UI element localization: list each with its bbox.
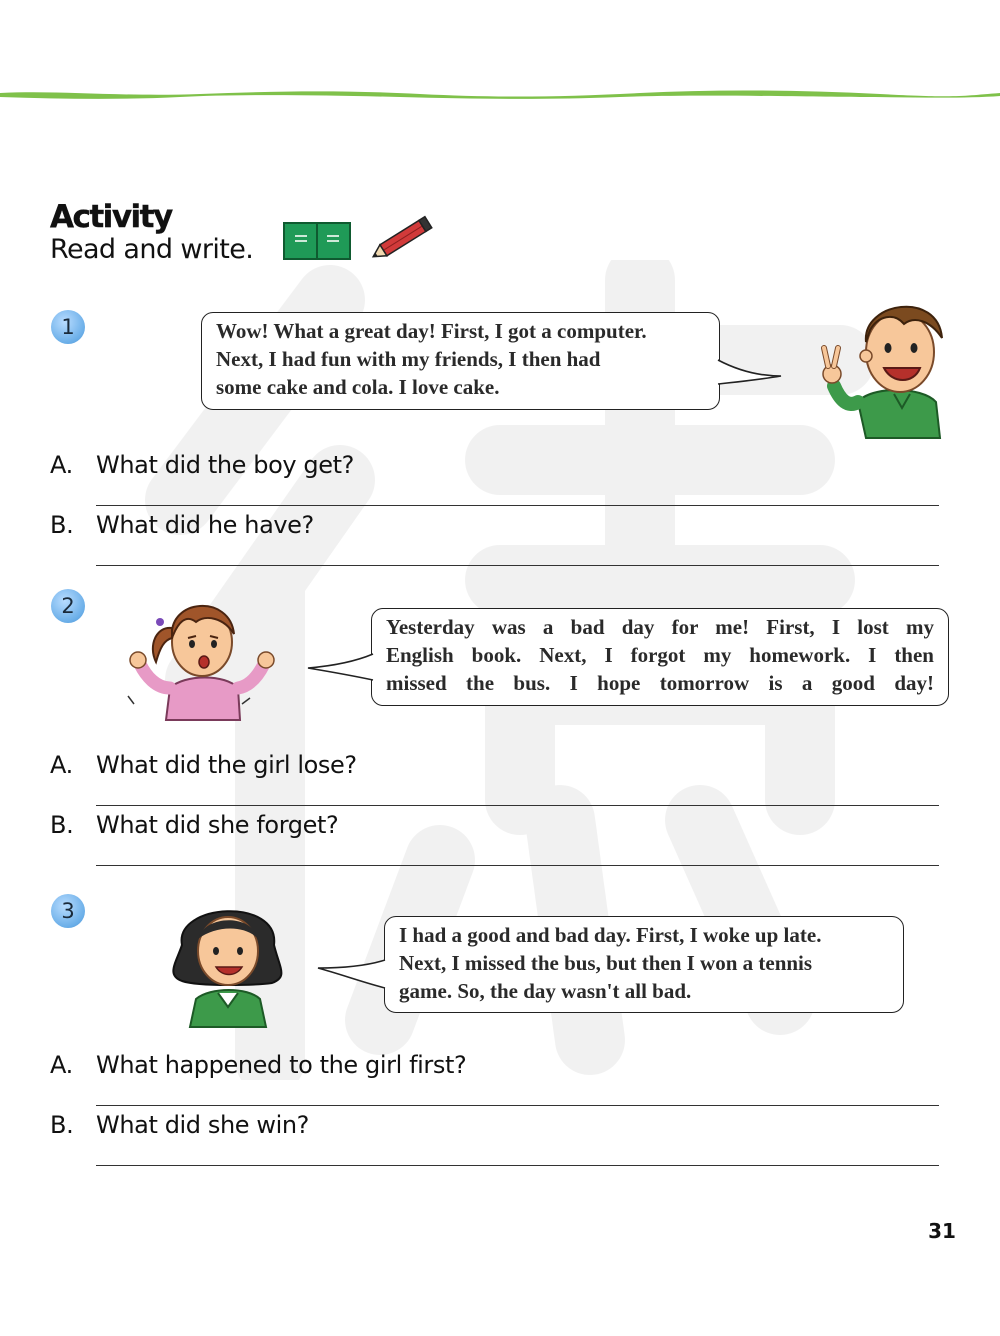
- question-letter: A.: [50, 1051, 73, 1079]
- question-text: What did the girl lose?: [96, 751, 357, 779]
- question-row: [50, 1111, 940, 1151]
- girl-illustration: [160, 895, 294, 1027]
- page-number: 31: [928, 1219, 956, 1243]
- activity-heading: [50, 200, 253, 266]
- exercise-number-badge: 1: [51, 310, 85, 344]
- activity-title: Activity: [50, 199, 172, 235]
- speech-bubble: [371, 608, 949, 706]
- answer-line[interactable]: [96, 505, 939, 506]
- speech-bubble-tail: [316, 958, 386, 990]
- speech-bubble-tail: [306, 652, 374, 682]
- question-text: What did the boy get?: [96, 451, 354, 479]
- open-book-icon: [283, 222, 351, 260]
- speech-bubble-tail: [717, 358, 787, 388]
- exercise-number-badge: 3: [51, 894, 85, 928]
- question-row: [50, 1051, 940, 1091]
- bubble-text: Wow! What a great day! First, I got a computer. Next, I had fun with my friends, I then had some cake and cola. I love cake.: [216, 319, 647, 399]
- question-letter: B.: [50, 811, 74, 839]
- activity-instruction: Read and write.: [50, 234, 254, 265]
- question-text: What happened to the girl first?: [96, 1051, 467, 1079]
- answer-line[interactable]: [96, 805, 939, 806]
- boy-illustration: [818, 290, 953, 438]
- question-row: [50, 451, 940, 491]
- answer-line[interactable]: [96, 865, 939, 866]
- bubble-text: Yesterday was a bad day for me! First, I lost my English book. Next, I forgot my homework. I then missed the bus. I hope tomorrow is a good day!: [386, 615, 934, 695]
- question-row: [50, 811, 940, 851]
- answer-line[interactable]: [96, 1165, 939, 1166]
- question-row: [50, 511, 940, 551]
- pencil-icon: [368, 214, 440, 262]
- question-letter: B.: [50, 511, 74, 539]
- top-divider: [0, 86, 1000, 102]
- question-letter: A.: [50, 751, 73, 779]
- bubble-text: I had a good and bad day. First, I woke up late. Next, I missed the bus, but then I won a tennis game. So, the day wasn't all bad.: [399, 923, 822, 1003]
- speech-bubble: [384, 916, 904, 1013]
- question-text: What did he have?: [96, 511, 314, 539]
- girl-illustration: [126, 592, 274, 720]
- question-row: [50, 751, 940, 791]
- question-text: What did she forget?: [96, 811, 339, 839]
- question-letter: A.: [50, 451, 73, 479]
- question-text: What did she win?: [96, 1111, 310, 1139]
- answer-line[interactable]: [96, 565, 939, 566]
- speech-bubble: [201, 312, 720, 410]
- answer-line[interactable]: [96, 1105, 939, 1106]
- question-letter: B.: [50, 1111, 74, 1139]
- exercise-number-badge: 2: [51, 589, 85, 623]
